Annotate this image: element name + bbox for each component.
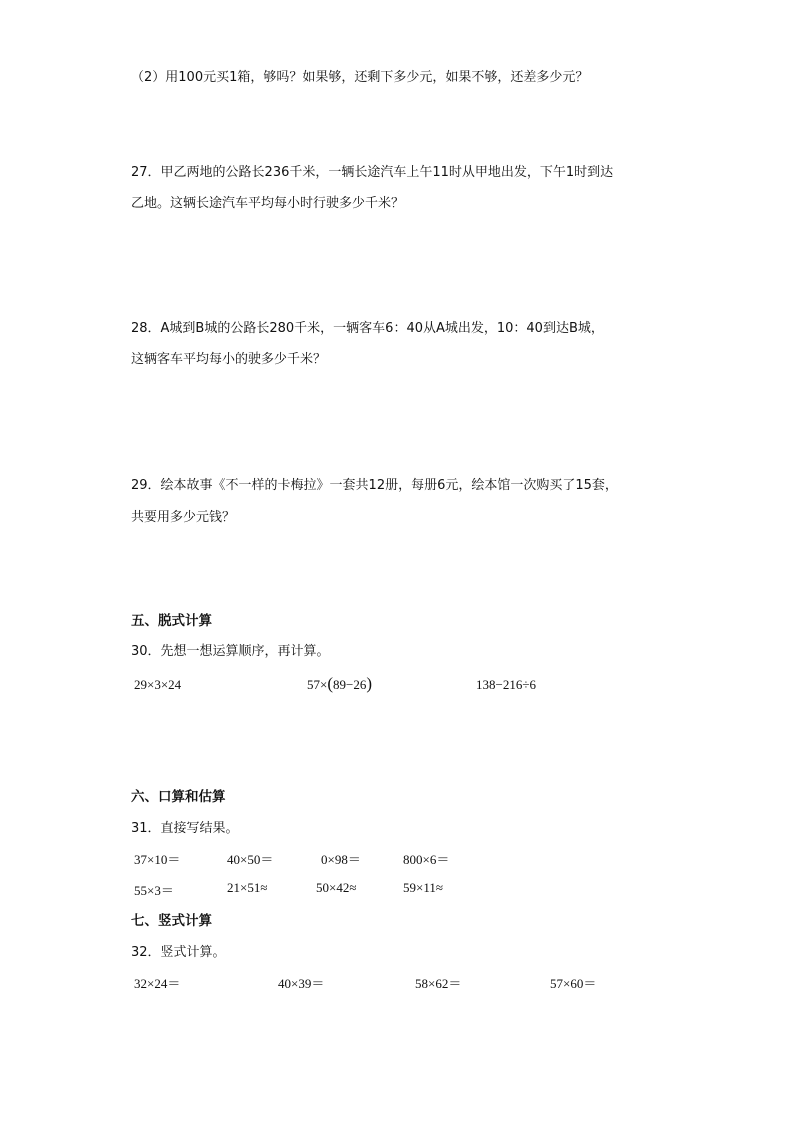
question-28-line-2: 这辆客车平均每小的驶多少千米？ xyxy=(131,352,327,367)
question-28-line-1: 28．A城到B城的公路长280千米，一辆客车6：40从A城出发，10：40到达B城， xyxy=(131,321,604,336)
oral-calc-item: 0×98＝ xyxy=(321,852,361,867)
estimate-item: 21×51≈ xyxy=(227,880,268,895)
oral-calc-item: 800×6＝ xyxy=(403,852,450,867)
question-29-line-2: 共要用多少元钱？ xyxy=(131,510,236,525)
question-30: 30．先想一想运算顺序，再计算。 xyxy=(131,644,330,659)
question-32: 32．竖式计算。 xyxy=(131,945,226,960)
question-26-part-2: （2）用100元买1箱，够吗？如果够，还剩下多少元，如果不够，还差多少元？ xyxy=(131,70,589,85)
expression-30-a: 29×3×24 xyxy=(134,677,182,692)
expression-30-b xyxy=(307,674,372,694)
estimate-item: 59×11≈ xyxy=(403,880,443,895)
vertical-calc-item: 40×39＝ xyxy=(278,976,325,991)
left-paren: ( xyxy=(327,674,334,693)
section-7-title: 七、竖式计算 xyxy=(131,913,212,929)
question-31: 31．直接写结果。 xyxy=(131,821,239,836)
question-29-line-1: 29．绘本故事《不一样的卡梅拉》一套共12册，每册6元，绘本馆一次购买了15套， xyxy=(131,478,618,493)
expression-30-b-inner: 89−26 xyxy=(333,677,367,692)
vertical-calc-item: 32×24＝ xyxy=(134,976,181,991)
vertical-calc-item: 57×60＝ xyxy=(550,976,597,991)
oral-calc-item: 40×50＝ xyxy=(227,852,274,867)
question-27-line-2: 乙地。这辆长途汽车平均每小时行驶多少千米？ xyxy=(131,196,405,211)
right-paren: ) xyxy=(366,674,373,693)
expression-30-c: 138−216÷6 xyxy=(476,677,536,692)
section-5-title: 五、脱式计算 xyxy=(131,613,212,629)
oral-calc-item: 37×10＝ xyxy=(134,852,181,867)
vertical-calc-item: 58×62＝ xyxy=(415,976,462,991)
expression-30-b-prefix: 57× xyxy=(307,677,328,692)
estimate-item: 50×42≈ xyxy=(316,880,357,895)
estimate-item: 55×3＝ xyxy=(134,883,174,898)
question-27-line-1: 27．甲乙两地的公路长236千米，一辆长途汽车上午11时从甲地出发，下午1时到达 xyxy=(131,165,614,180)
section-6-title: 六、口算和估算 xyxy=(131,789,226,805)
